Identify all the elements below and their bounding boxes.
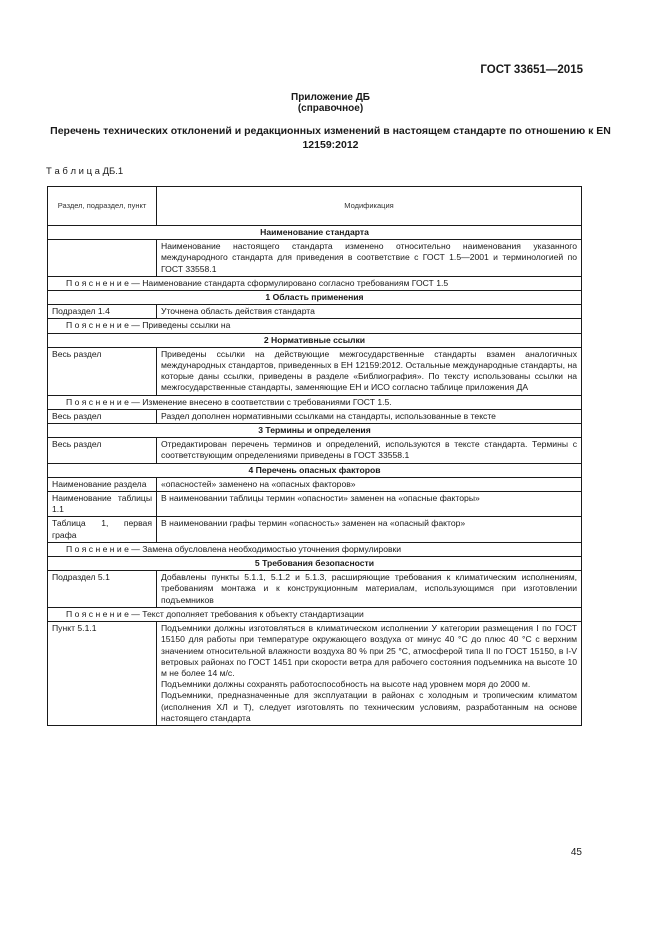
- modification-paragraph: Подъемники, предназначенные для эксплуатации в районах с холодным и тропическим климатом (исполнения ХЛ и Т), следует изготовлять по техническим условиям, разработанным на основе настоящего стандарта: [161, 690, 577, 723]
- note-label: П о я с н е н и е: [66, 608, 129, 619]
- note-text: — Изменение внесено в соответствии с требованиями ГОСТ 1.5.: [128, 396, 392, 407]
- modification-cell: [157, 347, 582, 395]
- section-reference-cell: Весь раздел: [48, 438, 157, 463]
- section-heading: 3 Термины и определения: [48, 424, 582, 438]
- modification-text: Добавлены пункты 5.1.1, 5.1.2 и 5.1.3, расширяющие требования к климатическим исполнениям, требованиям монтажа и к конструкционным материалам, использующимся при изготовлении подъемников: [161, 572, 577, 605]
- section-heading-row: [48, 557, 582, 571]
- modification-text: Приведены ссылки на действующие межгосударственные стандарты взамен аналогичных международных стандартов, приведенных в ЕН 12159:2012. Остальные международные стандарты, на которые даны ссылки, приведены в разделе «Библиография». По тексту использованы ссылки на межгосударственные стандарты, заменяющие ЕН и ИСО согласно таблице приложения ДА: [161, 348, 577, 393]
- note-text: — Текст дополняет требования к объекту стандартизации: [128, 608, 364, 619]
- table-row: [48, 438, 582, 463]
- appendix-subtitle: (справочное): [297, 103, 364, 114]
- section-reference-cell: Таблица 1, первая графа: [48, 517, 157, 542]
- table-row: [48, 347, 582, 395]
- section-heading-row: [48, 333, 582, 347]
- table-row: [48, 409, 582, 423]
- section-heading-row: [48, 226, 582, 240]
- note-label: П о я с н е н и е: [66, 396, 129, 407]
- table-row: [48, 622, 582, 726]
- modification-cell: [157, 517, 582, 542]
- document-title: Перечень технических отклонений и редакционных изменений в настоящем стандарте по отношению к EN 12159:2012: [50, 125, 611, 151]
- explanation-note-row: [48, 319, 582, 333]
- note-label: П о я с н е н и е: [66, 320, 129, 331]
- standard-number: ГОСТ 33651—2015: [480, 64, 583, 76]
- page-number: 45: [570, 847, 582, 858]
- section-heading: 1 Область применения: [48, 291, 582, 305]
- modification-cell: [157, 622, 582, 726]
- section-heading: Наименование стандарта: [48, 226, 582, 240]
- column-header-modification: Модификация: [157, 187, 582, 226]
- modification-text: В наименовании графы термин «опасность» заменен на «опасный фактор»: [161, 518, 466, 529]
- modification-cell: [157, 477, 582, 491]
- explanation-note-row: [48, 607, 582, 621]
- explanation-note-row: [48, 276, 582, 290]
- table-row: [48, 492, 582, 517]
- section-reference-cell: Наименование таблицы 1.1: [48, 492, 157, 517]
- section-heading-row: [48, 424, 582, 438]
- deviations-table: [47, 186, 582, 726]
- appendix-title: Приложение ДБ: [291, 92, 370, 103]
- explanation-note-row: [48, 542, 582, 556]
- explanation-note: [48, 395, 582, 409]
- table-header-row: [48, 187, 582, 226]
- modification-cell: [157, 305, 582, 319]
- note-text: — Наименование стандарта сформулировано согласно требованиям ГОСТ 1.5: [128, 277, 449, 288]
- section-heading-row: [48, 291, 582, 305]
- note-label: П о я с н е н и е: [66, 543, 129, 554]
- explanation-note-row: [48, 395, 582, 409]
- section-reference-cell: Подраздел 1.4: [48, 305, 157, 319]
- modification-text: Раздел дополнен нормативными ссылками на стандарты, использованные в тексте: [161, 410, 496, 421]
- modification-text: Уточнена область действия стандарта: [161, 306, 315, 317]
- section-reference-cell: [48, 240, 157, 277]
- section-reference-cell: Подраздел 5.1: [48, 571, 157, 608]
- explanation-note: [48, 319, 582, 333]
- modification-text: Отредактирован перечень терминов и определений, используются в тексте стандарта. Термины с соответствующим определениями приведены в ГОСТ 33558.1: [161, 439, 577, 461]
- modification-cell: [157, 438, 582, 463]
- section-reference-cell: Пункт 5.1.1: [48, 622, 157, 726]
- section-heading: 4 Перечень опасных факторов: [48, 463, 582, 477]
- column-header-section: Раздел, подраздел, пункт: [48, 187, 157, 226]
- explanation-note: [48, 542, 582, 556]
- modification-cell: [157, 409, 582, 423]
- table-row: [48, 477, 582, 491]
- table-row: [48, 517, 582, 542]
- modification-cell: [157, 492, 582, 517]
- section-heading-row: [48, 463, 582, 477]
- modification-text: Наименование настоящего стандарта изменено относительно наименования указанного международного стандарта для приведения в соответствие с ГОСТ 1.5—2001 и терминологией по ГОСТ 33558.1: [161, 241, 577, 274]
- table-row: [48, 571, 582, 608]
- table-row: [48, 305, 582, 319]
- modification-text: «опасностей» заменено на «опасных факторов»: [161, 478, 356, 489]
- note-text: — Замена обусловлена необходимостью уточнения формулировки: [128, 543, 402, 554]
- section-heading: 2 Нормативные ссылки: [48, 333, 582, 347]
- explanation-note: [48, 276, 582, 290]
- modification-paragraph: Подъемники должны сохранять работоспособность на высоте над уровнем моря до 2000 м.: [161, 679, 531, 690]
- modification-cell: [157, 571, 582, 608]
- section-heading: 5 Требования безопасности: [48, 557, 582, 571]
- modification-cell: [157, 240, 582, 277]
- explanation-note: [48, 607, 582, 621]
- note-label: П о я с н е н и е: [66, 277, 129, 288]
- table-label: Т а б л и ц а ДБ.1: [46, 166, 124, 177]
- note-text: — Приведены ссылки на: [128, 320, 231, 331]
- section-reference-cell: Наименование раздела: [48, 477, 157, 491]
- table-row: [48, 240, 582, 277]
- section-reference-cell: Весь раздел: [48, 409, 157, 423]
- section-reference-cell: Весь раздел: [48, 347, 157, 395]
- modification-text: Подъемники должны изготовляться в климатическом исполнении У категории размещения I по ГОСТ 15150 для работы при температуре окружающего воздуха от минус 40 °С до плюс 40 °С с верхним значением относительной влажности воздуха 80 % при 25 °С, атмосферой типа II по ГОСТ 15150, в I-V ветровых районах по ГОСТ 1451 при скорости ветра для рабочего состояния подъемника на высоте 10 м не более 14 м/с.: [161, 623, 577, 678]
- modification-text: В наименовании таблицы термин «опасности» заменен на «опасные факторы»: [161, 493, 480, 504]
